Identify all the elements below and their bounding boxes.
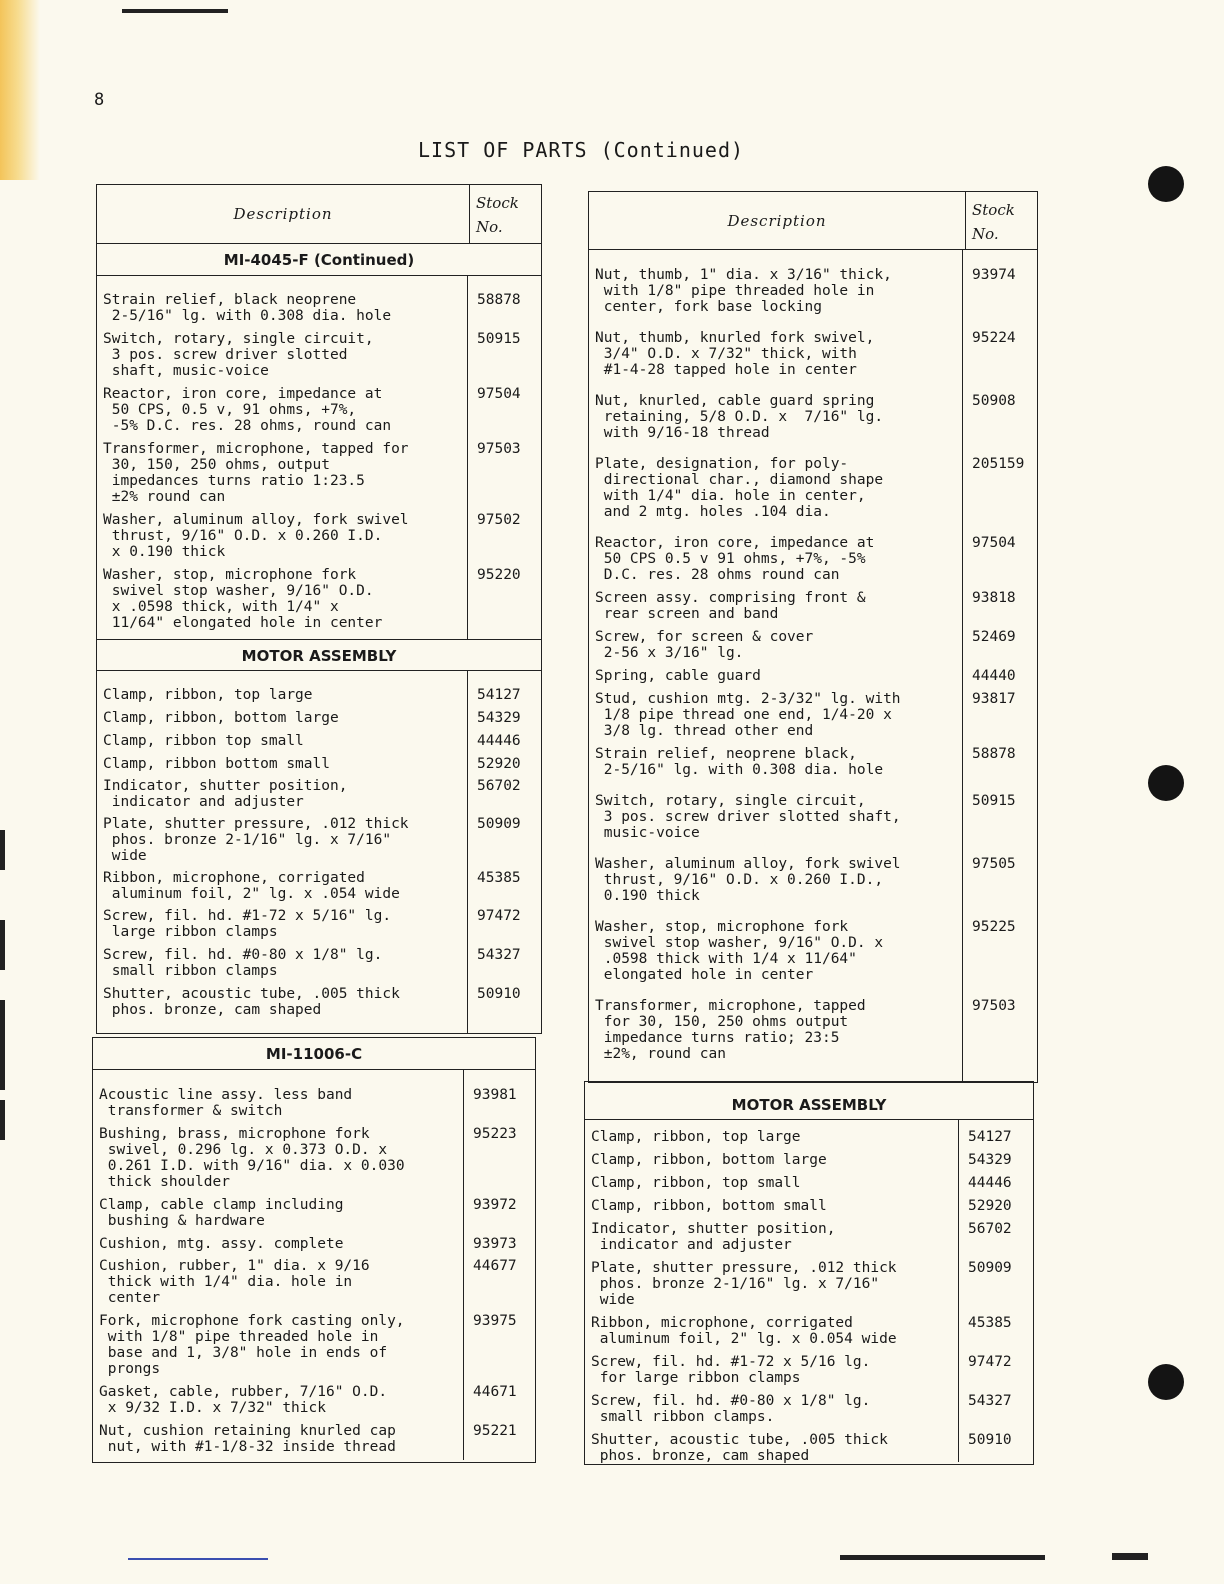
table-row (589, 590, 1037, 622)
part-description: Nut, thumb, knurled fork swivel, 3/4" O.D. x 7/32" thick, with #1-4-28 tapped hole in center (595, 330, 875, 378)
part-description: Clamp, ribbon bottom small (103, 756, 330, 772)
binder-hole (1148, 1364, 1184, 1400)
stock-number: 50915 (972, 793, 1016, 809)
stock-number: 97505 (972, 856, 1016, 872)
stock-number: 93818 (972, 590, 1016, 606)
stock-number: 54327 (477, 947, 521, 963)
part-description: Washer, stop, microphone fork swivel stop washer, 9/16" O.D. x .0598 thick with 1/4 x 11/64" elongated hole in center (595, 919, 884, 983)
part-description: Clamp, ribbon, bottom small (591, 1198, 827, 1214)
stock-number: 97504 (972, 535, 1016, 551)
table-row (585, 1260, 1033, 1308)
description-header: Description (727, 211, 827, 230)
stock-number: 54127 (477, 687, 521, 703)
stock-number: 93972 (473, 1197, 517, 1213)
stock-header-line2: No. (476, 218, 503, 236)
table-row (589, 919, 1037, 983)
table-row (97, 908, 541, 940)
stock-number: 97502 (477, 512, 521, 528)
table-row (97, 947, 541, 979)
part-description: Transformer, microphone, tapped for 30, 150, 250 ohms output impedance turns ratio; 23:5 ±2%, round can (595, 998, 866, 1062)
stock-number: 93973 (473, 1236, 517, 1252)
table-row (97, 870, 541, 902)
part-description: Shutter, acoustic tube, .005 thick phos. bronze, cam shaped (591, 1432, 888, 1464)
column-divider (467, 671, 468, 1033)
stock-number: 54127 (968, 1129, 1012, 1145)
page-title: LIST OF PARTS (Continued) (418, 138, 745, 162)
section-heading: MI-11006-C (93, 1038, 535, 1070)
part-description: Spring, cable guard (595, 668, 761, 684)
table-header (97, 185, 541, 244)
table-row (97, 441, 541, 505)
table-row (93, 1423, 535, 1455)
scan-mark-top (122, 9, 228, 13)
stock-header (965, 192, 1037, 249)
stock-header-line1: Stock (476, 194, 519, 212)
stock-number: 44446 (968, 1175, 1012, 1191)
part-description: Nut, knurled, cable guard spring retaining, 5/8 O.D. x 7/16" lg. with 9/16-18 thread (595, 393, 884, 441)
table-row (585, 1198, 1033, 1214)
stock-number: 50910 (968, 1432, 1012, 1448)
part-description: Nut, cushion retaining knurled cap nut, with #1-1/8-32 inside thread (99, 1423, 396, 1455)
part-description: Clamp, ribbon, top large (591, 1129, 801, 1145)
description-header: Description (233, 205, 333, 223)
part-description: Ribbon, microphone, corrigated aluminum foil, 2" lg. x 0.054 wide (591, 1315, 897, 1347)
parts-table-right (588, 191, 1038, 1083)
table-row (97, 756, 541, 772)
table-row (93, 1313, 535, 1377)
stock-number: 50915 (477, 331, 521, 347)
table-row (589, 746, 1037, 778)
parts-table-left-bottom (92, 1037, 536, 1463)
stock-number: 54329 (477, 710, 521, 726)
stock-number: 44446 (477, 733, 521, 749)
part-description: Screw, fil. hd. #1-72 x 5/16 lg. for large ribbon clamps (591, 1354, 871, 1386)
column-divider (958, 1120, 959, 1462)
binder-hole (1148, 765, 1184, 801)
part-description: Clamp, ribbon, bottom large (591, 1152, 827, 1168)
part-description: Fork, microphone fork casting only, with 1/8" pipe threaded hole in base and 1, 3/8" hole in ends of prongs (99, 1313, 405, 1377)
stock-number: 50910 (477, 986, 521, 1002)
stock-number: 54327 (968, 1393, 1012, 1409)
part-description: Cushion, mtg. assy. complete (99, 1236, 344, 1252)
part-description: Clamp, ribbon top small (103, 733, 304, 749)
part-description: Plate, designation, for poly- directional char., diamond shape with 1/4" dia. hole in center, and 2 mtg. holes .104 dia. (595, 456, 884, 520)
stock-number: 45385 (477, 870, 521, 886)
section-heading: MI-4045-F (Continued) (97, 244, 541, 276)
table-row (93, 1236, 535, 1252)
scan-mark-left (0, 1000, 5, 1090)
page-stain (0, 0, 40, 180)
section-heading: MOTOR ASSEMBLY (585, 1082, 1033, 1120)
part-description: Indicator, shutter position, indicator and adjuster (103, 778, 348, 810)
stock-number: 97472 (477, 908, 521, 924)
part-description: Switch, rotary, single circuit, 3 pos. screw driver slotted shaft, music-voice (103, 331, 374, 379)
table-row (589, 535, 1037, 583)
table-row (589, 456, 1037, 520)
table-row (585, 1175, 1033, 1191)
table-row (585, 1152, 1033, 1168)
stock-number: 97503 (972, 998, 1016, 1014)
stock-number: 44677 (473, 1258, 517, 1274)
part-description: Screw, for screen & cover 2-56 x 3/16" lg. (595, 629, 814, 661)
parts-table-left (96, 184, 542, 1034)
table-body (589, 250, 1037, 1081)
stock-number: 52920 (477, 756, 521, 772)
stock-number: 58878 (477, 292, 521, 308)
part-description: Clamp, ribbon, top large (103, 687, 313, 703)
stock-number: 95225 (972, 919, 1016, 935)
stock-number: 50909 (477, 816, 521, 832)
table-row (589, 393, 1037, 441)
part-description: Transformer, microphone, tapped for 30, 150, 250 ohms, output impedances turns ratio 1:23.5 ±2% round can (103, 441, 409, 505)
stock-number: 93817 (972, 691, 1016, 707)
column-divider (467, 276, 468, 639)
part-description: Acoustic line assy. less band transformer & switch (99, 1087, 353, 1119)
stock-number: 58878 (972, 746, 1016, 762)
table-row (97, 816, 541, 864)
part-description: Indicator, shutter position, indicator and adjuster (591, 1221, 836, 1253)
table-row (585, 1432, 1033, 1464)
part-description: Screen assy. comprising front & rear screen and band (595, 590, 866, 622)
stock-number: 93975 (473, 1313, 517, 1329)
part-description: Plate, shutter pressure, .012 thick phos. bronze 2-1/16" lg. x 7/16" wide (103, 816, 409, 864)
table-row (97, 687, 541, 703)
table-row (589, 267, 1037, 315)
part-description: Shutter, acoustic tube, .005 thick phos. bronze, cam shaped (103, 986, 400, 1018)
table-row (97, 733, 541, 749)
table-row (93, 1258, 535, 1306)
part-description: Switch, rotary, single circuit, 3 pos. screw driver slotted shaft, music-voice (595, 793, 901, 841)
table-row (97, 778, 541, 810)
table-row (93, 1126, 535, 1190)
table-row (97, 512, 541, 560)
scan-mark-left (0, 1100, 5, 1140)
part-description: Gasket, cable, rubber, 7/16" O.D. x 9/32 I.D. x 7/32" thick (99, 1384, 388, 1416)
part-description: Washer, aluminum alloy, fork swivel thrust, 9/16" O.D. x 0.260 I.D., 0.190 thick (595, 856, 901, 904)
part-description: Strain relief, neoprene black, 2-5/16" lg. with 0.308 dia. hole (595, 746, 884, 778)
part-description: Nut, thumb, 1" dia. x 3/16" thick, with 1/8" pipe threaded hole in center, fork base locking (595, 267, 892, 315)
part-description: Reactor, iron core, impedance at 50 CPS 0.5 v 91 ohms, +7%, -5% D.C. res. 28 ohms round can (595, 535, 875, 583)
table-row (97, 292, 541, 324)
scan-mark-left (0, 920, 5, 970)
table-row (585, 1221, 1033, 1253)
table-row (589, 856, 1037, 904)
table-row (97, 986, 541, 1018)
column-divider (463, 1070, 464, 1460)
table-row (97, 386, 541, 434)
stock-number: 95220 (477, 567, 521, 583)
stock-number: 45385 (968, 1315, 1012, 1331)
table-row (585, 1315, 1033, 1347)
stock-number: 97504 (477, 386, 521, 402)
part-description: Bushing, brass, microphone fork swivel, 0.296 lg. x 0.373 O.D. x 0.261 I.D. with 9/16" dia. x 0.030 thick shoulder (99, 1126, 405, 1190)
table-row (589, 330, 1037, 378)
stock-number: 95221 (473, 1423, 517, 1439)
table-row (97, 567, 541, 631)
table-row (589, 793, 1037, 841)
part-description: Clamp, cable clamp including bushing & hardware (99, 1197, 344, 1229)
stock-number: 97472 (968, 1354, 1012, 1370)
part-description: Cushion, rubber, 1" dia. x 9/16 thick with 1/4" dia. hole in center (99, 1258, 370, 1306)
part-description: Strain relief, black neoprene 2-5/16" lg. with 0.308 dia. hole (103, 292, 392, 324)
part-description: Stud, cushion mtg. 2-3/32" lg. with 1/8 pipe thread one end, 1/4-20 x 3/8 lg. thread other end (595, 691, 901, 739)
stock-number: 50909 (968, 1260, 1012, 1276)
part-description: Reactor, iron core, impedance at 50 CPS, 0.5 v, 91 ohms, +7%, -5% D.C. res. 28 ohms, round can (103, 386, 392, 434)
stock-number: 93981 (473, 1087, 517, 1103)
stock-number: 52920 (968, 1198, 1012, 1214)
section-heading: MOTOR ASSEMBLY (97, 639, 541, 671)
stock-number: 95223 (473, 1126, 517, 1142)
part-description: Screw, fil. hd. #1-72 x 5/16" lg. large ribbon clamps (103, 908, 392, 940)
table-row (589, 629, 1037, 661)
part-description: Screw, fil. hd. #0-80 x 1/8" lg. small ribbon clamps. (591, 1393, 871, 1425)
stock-number: 54329 (968, 1152, 1012, 1168)
scan-mark-bottom-right (840, 1555, 1045, 1560)
scan-mark-left (0, 830, 5, 870)
stock-header-line1: Stock (972, 201, 1015, 219)
scan-mark-bottom-left (128, 1558, 268, 1560)
stock-header-line2: No. (972, 225, 999, 243)
part-description: Screw, fil. hd. #0-80 x 1/8" lg. small ribbon clamps (103, 947, 383, 979)
stock-number: 44440 (972, 668, 1016, 684)
table-row (93, 1384, 535, 1416)
table-row (585, 1354, 1033, 1386)
table-row (93, 1087, 535, 1119)
table-body (97, 276, 541, 639)
part-description: Washer, stop, microphone fork swivel stop washer, 9/16" O.D. x .0598 thick, with 1/4" x 11/64" elongated hole in center (103, 567, 383, 631)
stock-number: 44671 (473, 1384, 517, 1400)
part-description: Clamp, ribbon, top small (591, 1175, 801, 1191)
stock-number: 95224 (972, 330, 1016, 346)
table-body (97, 671, 541, 1033)
table-row (97, 331, 541, 379)
stock-number: 50908 (972, 393, 1016, 409)
table-row (589, 691, 1037, 739)
stock-number: 93974 (972, 267, 1016, 283)
table-row (93, 1197, 535, 1229)
scan-mark-bottom-far (1112, 1553, 1148, 1560)
page-number: 8 (94, 90, 105, 110)
stock-number: 56702 (477, 778, 521, 794)
table-body (585, 1120, 1033, 1462)
table-row (97, 710, 541, 726)
part-description: Washer, aluminum alloy, fork swivel thrust, 9/16" O.D. x 0.260 I.D. x 0.190 thick (103, 512, 409, 560)
parts-table-right-bottom (584, 1081, 1034, 1465)
table-row (585, 1129, 1033, 1145)
part-description: Clamp, ribbon, bottom large (103, 710, 339, 726)
part-description: Ribbon, microphone, corrigated aluminum foil, 2" lg. x .054 wide (103, 870, 400, 902)
table-body (93, 1070, 535, 1460)
stock-number: 97503 (477, 441, 521, 457)
table-row (589, 668, 1037, 684)
stock-number: 205159 (972, 456, 1025, 472)
table-row (589, 998, 1037, 1062)
part-description: Plate, shutter pressure, .012 thick phos. bronze 2-1/16" lg. x 7/16" wide (591, 1260, 897, 1308)
column-divider (962, 250, 963, 1081)
stock-number: 52469 (972, 629, 1016, 645)
table-header (589, 192, 1037, 250)
table-row (585, 1393, 1033, 1425)
stock-header (469, 185, 541, 243)
stock-number: 56702 (968, 1221, 1012, 1237)
binder-hole (1148, 166, 1184, 202)
